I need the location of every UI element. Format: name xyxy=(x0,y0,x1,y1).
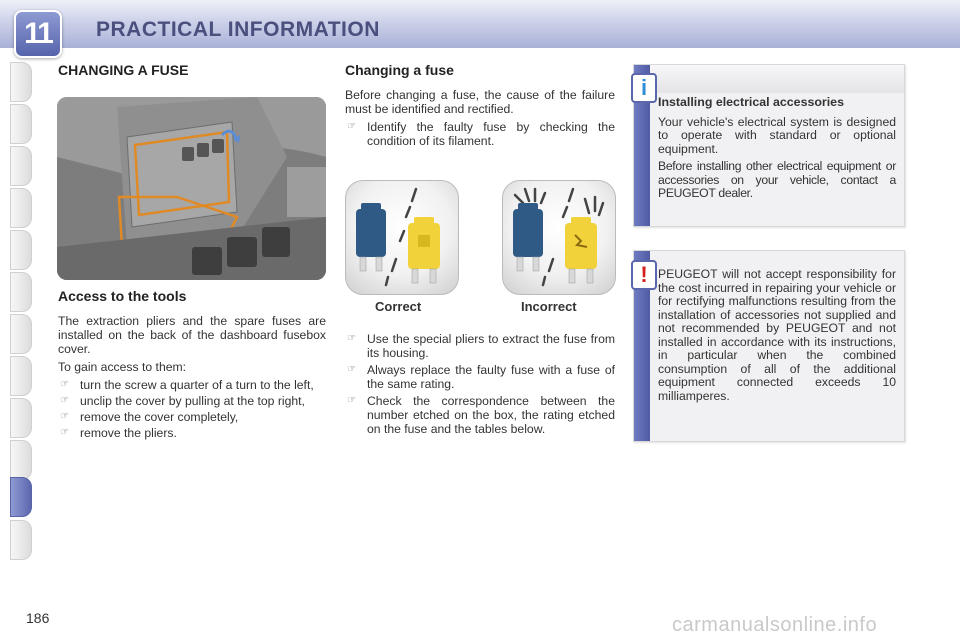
list-item: ☞ Check the correspondence between the number etched on the box, the rating etched on the fuse and the tables below. xyxy=(347,394,615,436)
chapter-tab[interactable] xyxy=(10,440,32,480)
warning-paragraph: PEUGEOT will not accept responsibility for the cost incurred in repairing your vehicle or for rectifying malfunctions resulting from the installation of accessories not supplied and not recommended by PEUGEOT and not installed in accordance with its instructions, in particular when the combined consumption of all of the additional equipment connected exceeds 10 milliamperes. xyxy=(658,267,896,403)
hand-pointer-icon: ☞ xyxy=(347,364,356,375)
fuse-correct-image xyxy=(345,180,459,295)
hand-pointer-icon: ☞ xyxy=(60,411,69,422)
info-box-content xyxy=(658,96,896,205)
info-heading: Installing electrical accessories xyxy=(658,95,844,109)
list-item: ☞ Identify the faulty fuse by checking the condition of its filament. xyxy=(347,120,615,148)
page-number: 186 xyxy=(26,610,50,626)
chapter-tab[interactable] xyxy=(10,314,32,354)
hand-pointer-icon: ☞ xyxy=(60,395,69,406)
info-paragraph: Your vehicle's electrical system is designed to operate with standard or optional equipment. xyxy=(658,114,896,156)
access-text xyxy=(58,314,326,442)
chapter-tab[interactable] xyxy=(10,398,32,438)
warning-icon: ! xyxy=(631,260,657,290)
chapter-title: PRACTICAL INFORMATION xyxy=(96,18,380,41)
access-paragraph: To gain access to them: xyxy=(58,360,187,374)
watermark: carmanualsonline.info xyxy=(672,614,878,636)
changing-fuse-steps xyxy=(345,332,615,438)
section-title-changing-a-fuse: CHANGING A FUSE xyxy=(58,62,189,78)
hand-pointer-icon: ☞ xyxy=(60,379,69,390)
chapter-tab[interactable] xyxy=(10,104,32,144)
fusebox-illustration xyxy=(57,97,326,280)
info-box-top xyxy=(650,65,904,93)
hand-pointer-icon: ☞ xyxy=(347,333,356,344)
chapter-tab-active[interactable] xyxy=(10,477,32,517)
fuse-incorrect-icon xyxy=(503,181,615,294)
hand-pointer-icon: ☞ xyxy=(347,395,356,406)
fuse-incorrect-image xyxy=(502,180,616,295)
warning-box-content xyxy=(658,268,896,407)
chapter-tab[interactable] xyxy=(10,188,32,228)
hand-pointer-icon: ☞ xyxy=(347,121,356,132)
list-item: ☞ turn the screw a quarter of a turn to the left, xyxy=(60,378,314,392)
list-item: ☞ Always replace the faulty fuse with a fuse of the same rating. xyxy=(347,363,615,391)
chapter-tab[interactable] xyxy=(10,272,32,312)
section-title-changing-fuse: Changing a fuse xyxy=(345,62,454,78)
list-item: ☞ Use the special pliers to extract the fuse from its housing. xyxy=(347,332,615,360)
chapter-badge: 11 xyxy=(14,10,62,58)
section-title-access-tools: Access to the tools xyxy=(58,288,187,304)
caption-correct: Correct xyxy=(375,299,422,314)
info-paragraph: Before installing other electrical equipment or accessories on your vehicle, contact a PEUGEOT dealer. xyxy=(658,159,896,200)
fusebox-photo xyxy=(57,97,326,280)
chapter-tab[interactable] xyxy=(10,356,32,396)
chapter-tab[interactable] xyxy=(10,520,32,560)
chapter-tab[interactable] xyxy=(10,146,32,186)
list-item: ☞ remove the cover completely, xyxy=(60,410,239,424)
list-item: ☞ remove the pliers. xyxy=(60,426,177,440)
intro-paragraph: Before changing a fuse, the cause of the failure must be identified and rectified. xyxy=(345,88,615,116)
chapter-tab-strip xyxy=(0,62,34,577)
chapter-tab[interactable] xyxy=(10,230,32,270)
list-item: ☞ unclip the cover by pulling at the top right, xyxy=(60,394,305,408)
fuse-correct-icon xyxy=(346,181,458,294)
access-paragraph: The extraction pliers and the spare fuses are installed on the back of the dashboard fusebox cover. xyxy=(58,314,326,356)
caption-incorrect: Incorrect xyxy=(521,299,577,314)
hand-pointer-icon: ☞ xyxy=(60,427,69,438)
info-icon: i xyxy=(631,73,657,103)
changing-fuse-intro xyxy=(345,88,615,150)
chapter-tab[interactable] xyxy=(10,62,32,102)
